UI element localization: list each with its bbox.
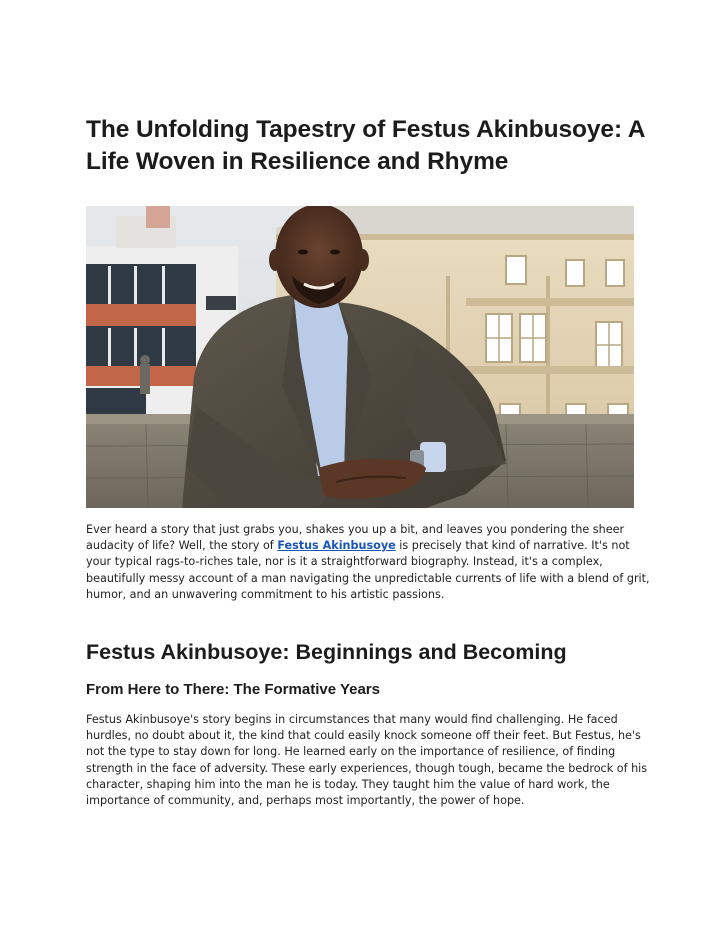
section-heading: Festus Akinbusoye: Beginnings and Becoming (86, 640, 567, 664)
article-photo (86, 206, 634, 508)
subsection-heading: From Here to There: The Formative Years (86, 681, 380, 698)
intro-paragraph (86, 522, 656, 603)
article-title: The Unfolding Tapestry of Festus Akinbusoye: A Life Woven in Resilience and Rhyme (86, 116, 645, 175)
body-paragraph: Festus Akinbusoye's story begins in circumstances that many would find challenging. He faced hurdles, no doubt about it, the kind that could easily knock someone off their feet. But Festus, he's not the type to stay down for long. He learned early on the importance of resilience, of finding strength in the face of adversity. These early experiences, though tough, became the bedrock of his character, shaping him into the man he is today. They taught him the value of hard work, the importance of community, and, perhaps most importantly, the power of hope. (86, 713, 648, 808)
intro-text-end: is precisely that kind of narrative. It's not your typical rags-to-riches tale, nor is it a straightforward biography. Instead, it's a complex, beautifully messy account of a man navigating the unpredictable currents of life with a blend of grit, humor, and an unwavering commitment to his artistic passions. (86, 539, 650, 601)
intro-text-start: Ever heard a story that just grabs you, shakes you up a bit, and leaves you pondering the sheer audacity of life? Well, the story of (86, 523, 625, 553)
festus-akinbusoye-link[interactable]: Festus Akinbusoye (277, 539, 396, 553)
